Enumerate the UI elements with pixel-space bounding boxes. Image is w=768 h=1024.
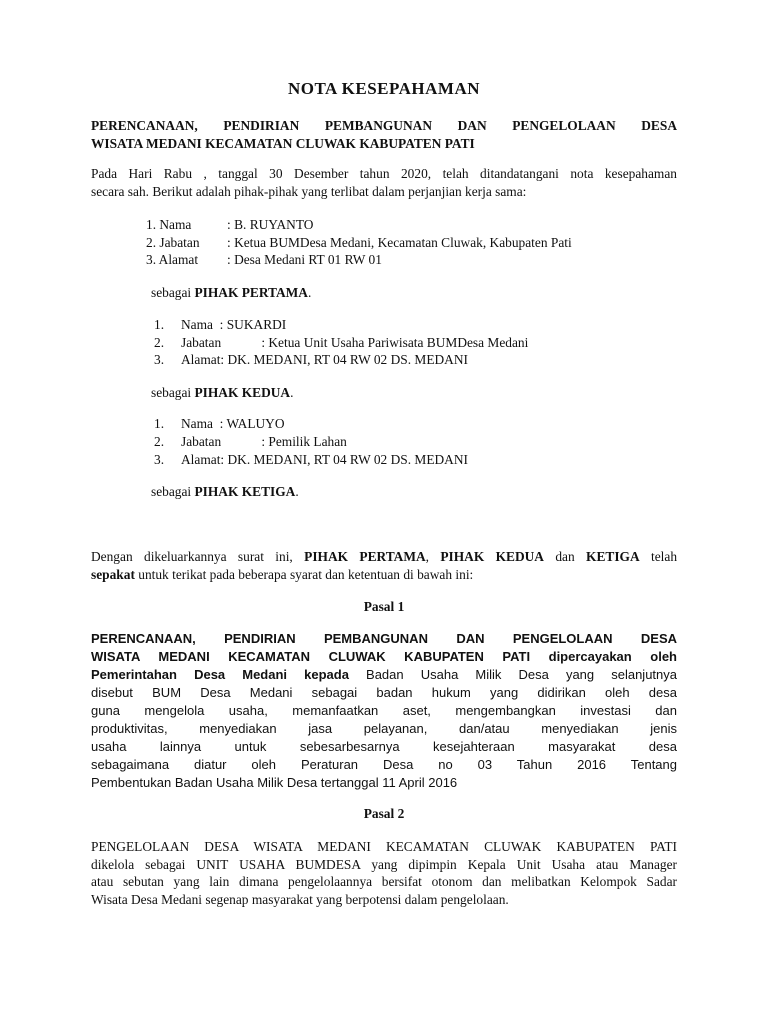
heading-line-2: WISATA MEDANI KECAMATAN CLUWAK KABUPATEN PATI (91, 136, 475, 151)
pasal1-body-line: sebagaimana diatur oleh Peraturan Desa no 03 Tahun 2016 Tentang (91, 757, 677, 772)
pasal1-body-line: disebut BUM Desa Medani sebagai badan hukum yang didirikan oleh desa (91, 685, 677, 700)
document-title: NOTA KESEPAHAMAN (287, 79, 481, 98)
pasal2-last-line: Wisata Desa Medani segenap masyarakat yang berpotensi dalam pengelolaan. (91, 892, 509, 907)
party1-item-label: 1. Nama (146, 217, 192, 232)
agreement-text: untuk terikat pada beberapa syarat dan ketentuan di bawah ini: (134, 567, 474, 582)
party3-item-text: Alamat: DK. MEDANI, RT 04 RW 02 DS. MEDANI (181, 452, 468, 467)
heading-line-1: PERENCANAAN, PENDIRIAN PEMBANGUNAN DAN PENGELOLAAN DESA (91, 118, 677, 133)
party3-item-text: Nama : WALUYO (181, 416, 285, 431)
role-name: PIHAK PERTAMA (194, 285, 308, 300)
pasal1-body-line: guna mengelola usaha, memanfaatkan aset, mengembangkan investasi dan (91, 703, 677, 718)
party2-item-text: Nama : SUKARDI (181, 317, 287, 332)
agreement-party: KETIGA (586, 549, 640, 564)
party1-item-label: 3. Alamat (146, 252, 199, 267)
pasal2-heading: Pasal 2 (363, 806, 405, 821)
agreement-text: dan (543, 549, 587, 564)
pasal1-line-1: PERENCANAAN, PENDIRIAN PEMBANGUNAN DAN PENGELOLAAN DESA (91, 631, 677, 646)
pasal2-line: dikelola sebagai UNIT USAHA BUMDESA yang dipimpin Kepala Unit Usaha atau Manager (91, 857, 677, 872)
party1-item-value: : B. RUYANTO (227, 217, 314, 232)
agreement-line-1 (91, 549, 677, 565)
role-prefix: sebagai (151, 385, 195, 400)
role-prefix: sebagai (151, 285, 195, 300)
party1-item-value: : Desa Medani RT 01 RW 01 (227, 252, 382, 267)
pasal1-line-3 (91, 667, 677, 682)
pasal1-heading: Pasal 1 (363, 599, 405, 614)
agreement-text: Dengan dikeluarkannya surat ini, (91, 549, 305, 564)
party1-item-value: : Ketua BUMDesa Medani, Kecamatan Cluwak, Kabupaten Pati (227, 235, 572, 250)
role-prefix: sebagai (151, 484, 195, 499)
role-suffix: . (307, 285, 312, 300)
pasal1-bold-text: Pemerintahan Desa Medani kepada (91, 667, 349, 682)
pasal1-text: Badan Usaha Milik Desa yang selanjutnya (348, 667, 677, 682)
pasal1-body-line: usaha lainnya untuk sebesarbesarnya kesejahteraan masyarakat desa (91, 739, 677, 754)
agreement-party: PIHAK KEDUA (440, 549, 544, 564)
pasal1-line-2: WISATA MEDANI KECAMATAN CLUWAK KABUPATEN PATI dipercayakan oleh (91, 649, 677, 664)
pasal2-line: PENGELOLAAN DESA WISATA MEDANI KECAMATAN CLUWAK KABUPATEN PATI (91, 839, 677, 854)
pasal1-last-line: Pembentukan Badan Usaha Milik Desa tertanggal 11 April 2016 (91, 775, 458, 790)
pasal1-body-line: produktivitas, menyediakan jasa pelayanan, dan/atau menyediakan jenis (91, 721, 677, 736)
party1-role-line (151, 285, 311, 301)
party2-role-line (151, 385, 293, 401)
agreement-keyword: sepakat (91, 567, 135, 582)
party3-item-num: 2. (154, 434, 165, 449)
role-name: PIHAK KETIGA (194, 484, 296, 499)
pasal2-line: atau sebutan yang lain dimana pengelolaannya bersifat otonom dan melibatkan Kelompok Sadar (91, 874, 677, 889)
party2-item-num: 1. (154, 317, 165, 332)
agreement-line-2 (91, 567, 473, 583)
party3-item-text: Jabatan : Pemilik Lahan (181, 434, 347, 449)
party2-item-num: 2. (154, 335, 165, 350)
intro-line-1: Pada Hari Rabu , tanggal 30 Desember tahun 2020, telah ditandatangani nota kesepahaman (91, 166, 677, 181)
agreement-party: PIHAK PERTAMA (304, 549, 426, 564)
role-name: PIHAK KEDUA (194, 385, 291, 400)
agreement-text: , (425, 549, 441, 564)
party2-item-text: Jabatan : Ketua Unit Usaha Pariwisata BUMDesa Medani (181, 335, 529, 350)
agreement-text: telah (639, 549, 678, 564)
party3-role-line (151, 484, 299, 500)
role-suffix: . (290, 385, 294, 400)
role-suffix: . (295, 484, 299, 499)
party3-item-num: 1. (154, 416, 165, 431)
party3-item-num: 3. (154, 452, 165, 467)
party2-item-num: 3. (154, 352, 165, 367)
party2-item-text: Alamat: DK. MEDANI, RT 04 RW 02 DS. MEDANI (181, 352, 468, 367)
party1-item-label: 2. Jabatan (146, 235, 200, 250)
intro-line-2: secara sah. Berikut adalah pihak-pihak yang terlibat dalam perjanjian kerja sama: (91, 184, 527, 199)
